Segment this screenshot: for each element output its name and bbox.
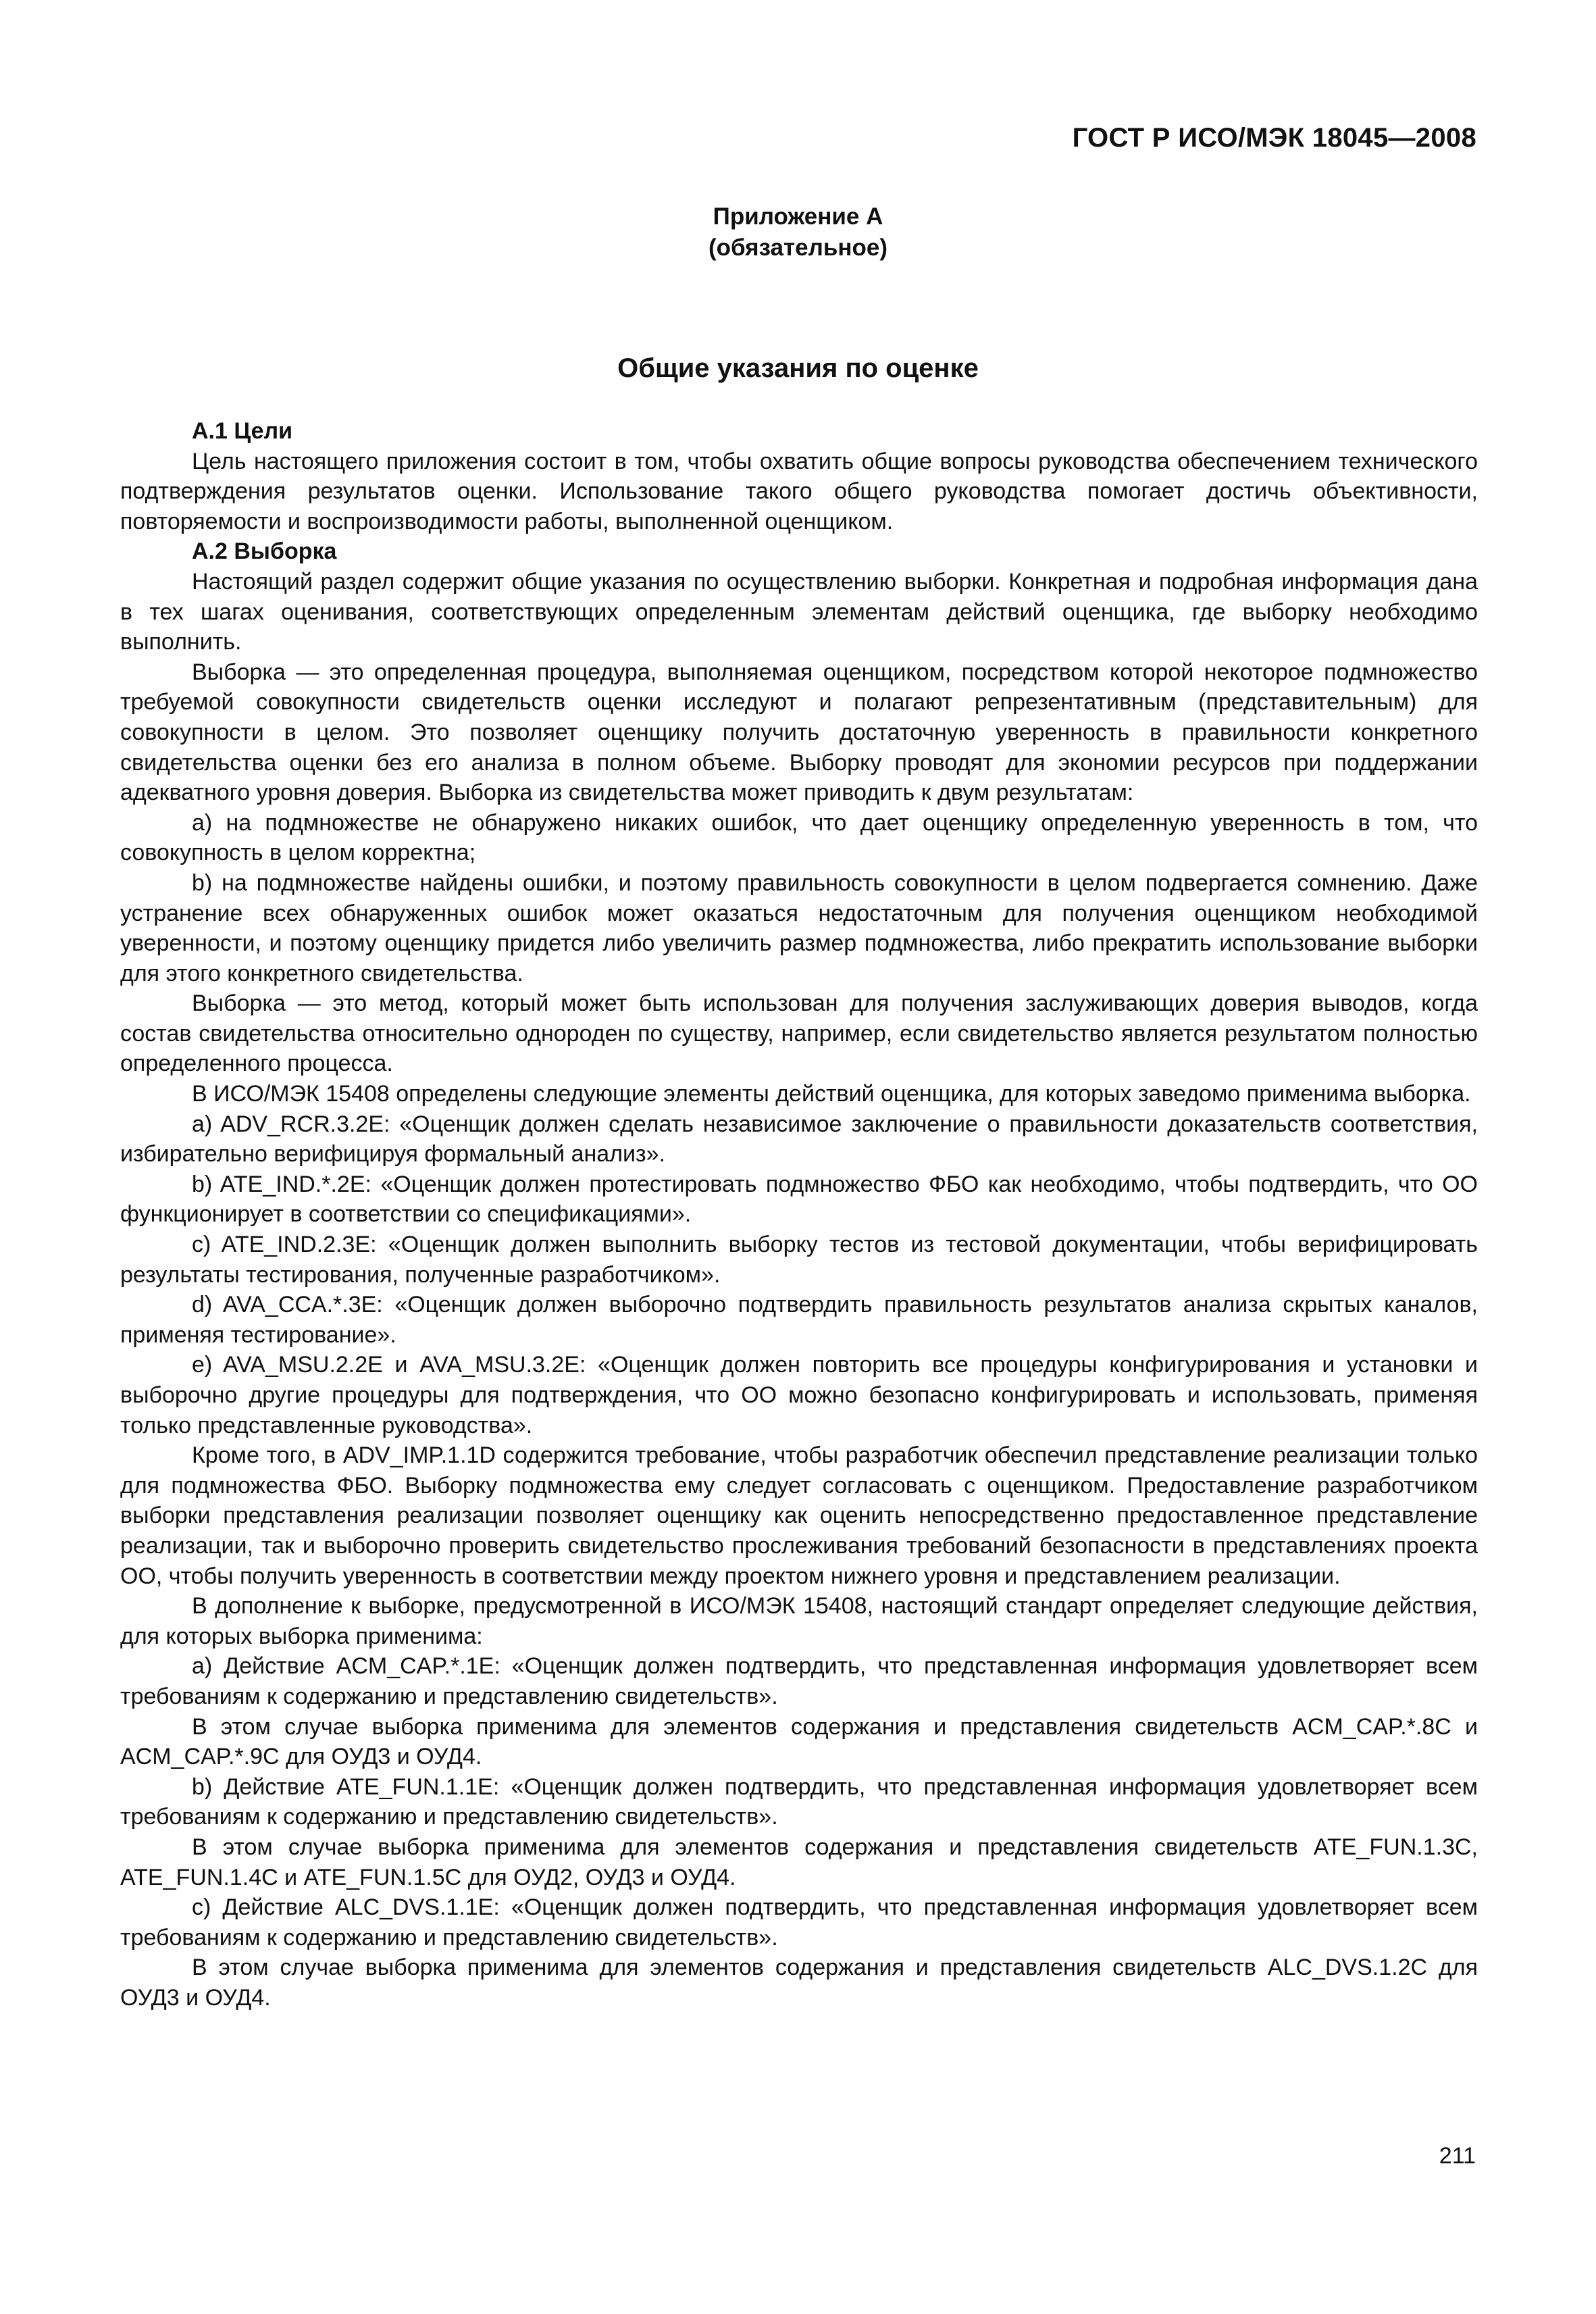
list-item: a) Действие ACM_CAP.*.1E: «Оценщик должен подтвердить, что представленная информация удовлетворяет всем требованиям к содержанию и представлению свидетельств».: [120, 1653, 1478, 1709]
page-number: 211: [1439, 2143, 1476, 2169]
annex-title: Приложение А: [713, 203, 883, 230]
standard-designation: ГОСТ Р ИСО/МЭК 18045—2008: [1072, 123, 1476, 153]
annex-heading: [0, 201, 1596, 263]
paragraph: Кроме того, в ADV_IMP.1.1D содержится требование, чтобы разработчик обеспечил представление реализации только для подмножества ФБО. Выборку подмножества ему следует согласовать с оценщиком. Предоставление разработчиком выборки представления реализации позволяет оценщику как оценить непосредственно предоставленное представление реализации, так и выборочно проверить свидетельство прослеживания требований безопасности в представлениях проекта ОО, чтобы получить уверенность в соответствии между проектом нижнего уровня и представлением реализации.: [120, 1442, 1478, 1589]
paragraph: В дополнение к выборке, предусмотренной в ИСО/МЭК 15408, настоящий стандарт определяет следующие действия, для которых выборка применима:: [120, 1593, 1478, 1649]
list-item: a) на подмножестве не обнаружено никаких ошибок, что дает оценщику определенную уверенность в том, что совокупность в целом корректна;: [120, 809, 1478, 866]
page-title: Общие указания по оценке: [617, 353, 979, 383]
paragraph: В ИСО/МЭК 15408 определены следующие элементы действий оценщика, для которых заведомо применима выборка.: [192, 1081, 1471, 1107]
document-body: [120, 416, 1478, 2013]
paragraph: В этом случае выборка применима для элементов содержания и представления свидетельств ACM_CAP.*.8C и ACM_CAP.*.9C для ОУД3 и ОУД4.: [120, 1713, 1478, 1770]
paragraph: Выборка — это метод, который может быть использован для получения заслуживающих доверия выводов, когда состав свидетельства относительно однороден по существу, например, если свидетельство является результатом полностью определенного процесса.: [120, 990, 1478, 1077]
list-item: a) ADV_RCR.3.2E: «Оценщик должен сделать независимое заключение о правильности доказательств соответствия, избирательно верифицируя формальный анализ».: [120, 1111, 1478, 1167]
annex-status: (обязательное): [708, 234, 887, 261]
paragraph: Настоящий раздел содержит общие указания по осуществлению выборки. Конкретная и подробная информация дана в тех шагах оценивания, соответствующих определенным элементам действий оценщика, где выборку необходимо выполнить.: [120, 568, 1478, 655]
list-item: c) ATE_IND.2.3E: «Оценщик должен выполнить выборку тестов из тестовой документации, чтобы верифицировать результаты тестирования, полученные разработчиком».: [120, 1232, 1478, 1288]
list-item: d) AVA_CCA.*.3E: «Оценщик должен выборочно подтвердить правильность результатов анализа скрытых каналов, применяя тестирование».: [120, 1292, 1478, 1348]
list-item: b) ATE_IND.*.2E: «Оценщик должен протестировать подмножество ФБО как необходимо, чтобы подтвердить, что ОО функционирует в соответствии со спецификациями».: [120, 1171, 1478, 1228]
paragraph: Цель настоящего приложения состоит в том, чтобы охватить общие вопросы руководства обеспечением технического подтверждения результатов оценки. Использование такого общего руководства помогает достичь объективности, повторяемости и воспроизводимости работы, выполненной оценщиком.: [120, 448, 1478, 534]
list-item: b) на подмножестве найдены ошибки, и поэтому правильность совокупности в целом подвергается сомнению. Даже устранение всех обнаруженных ошибок может оказаться недостаточным для получения оценщиком необходимой уверенности, и поэтому оценщику придется либо увеличить размер подмножества, либо прекратить использование выборки для этого конкретного свидетельства.: [120, 870, 1478, 986]
paragraph: В этом случае выборка применима для элементов содержания и представления свидетельств ALC_DVS.1.2C для ОУД3 и ОУД4.: [120, 1955, 1478, 2011]
section-heading: А.2 Выборка: [192, 538, 337, 565]
list-item: e) AVA_MSU.2.2E и AVA_MSU.3.2E: «Оценщик должен повторить все процедуры конфигурирования и установки и выборочно другие процедуры для подтверждения, что ОО можно безопасно конфигурировать и использовать, применяя только представленные руководства».: [120, 1352, 1478, 1438]
paragraph: Выборка — это определенная процедура, выполняемая оценщиком, посредством которой некоторое подмножество требуемой совокупности свидетельств оценки исследуют и полагают репрезентативным (представительным) для совокупности в целом. Это позволяет оценщику получить достаточную уверенность в правильности конкретного свидетельства оценки без его анализа в полном объеме. Выборку проводят для экономии ресурсов при поддержании адекватного уровня доверия. Выборка из свидетельства может приводить к двум результатам:: [120, 659, 1478, 806]
section-heading: А.1 Цели: [192, 418, 293, 444]
list-item: c) Действие ALC_DVS.1.1E: «Оценщик должен подтвердить, что представленная информация удовлетворяет всем требованиям к содержанию и представлению свидетельств».: [120, 1894, 1478, 1951]
list-item: b) Действие ATE_FUN.1.1E: «Оценщик должен подтвердить, что представленная информация удовлетворяет всем требованиям к содержанию и представлению свидетельств».: [120, 1774, 1478, 1830]
paragraph: В этом случае выборка применима для элементов содержания и представления свидетельств ATE_FUN.1.3C, ATE_FUN.1.4C и ATE_FUN.1.5C для ОУД2, ОУД3 и ОУД4.: [120, 1834, 1478, 1890]
